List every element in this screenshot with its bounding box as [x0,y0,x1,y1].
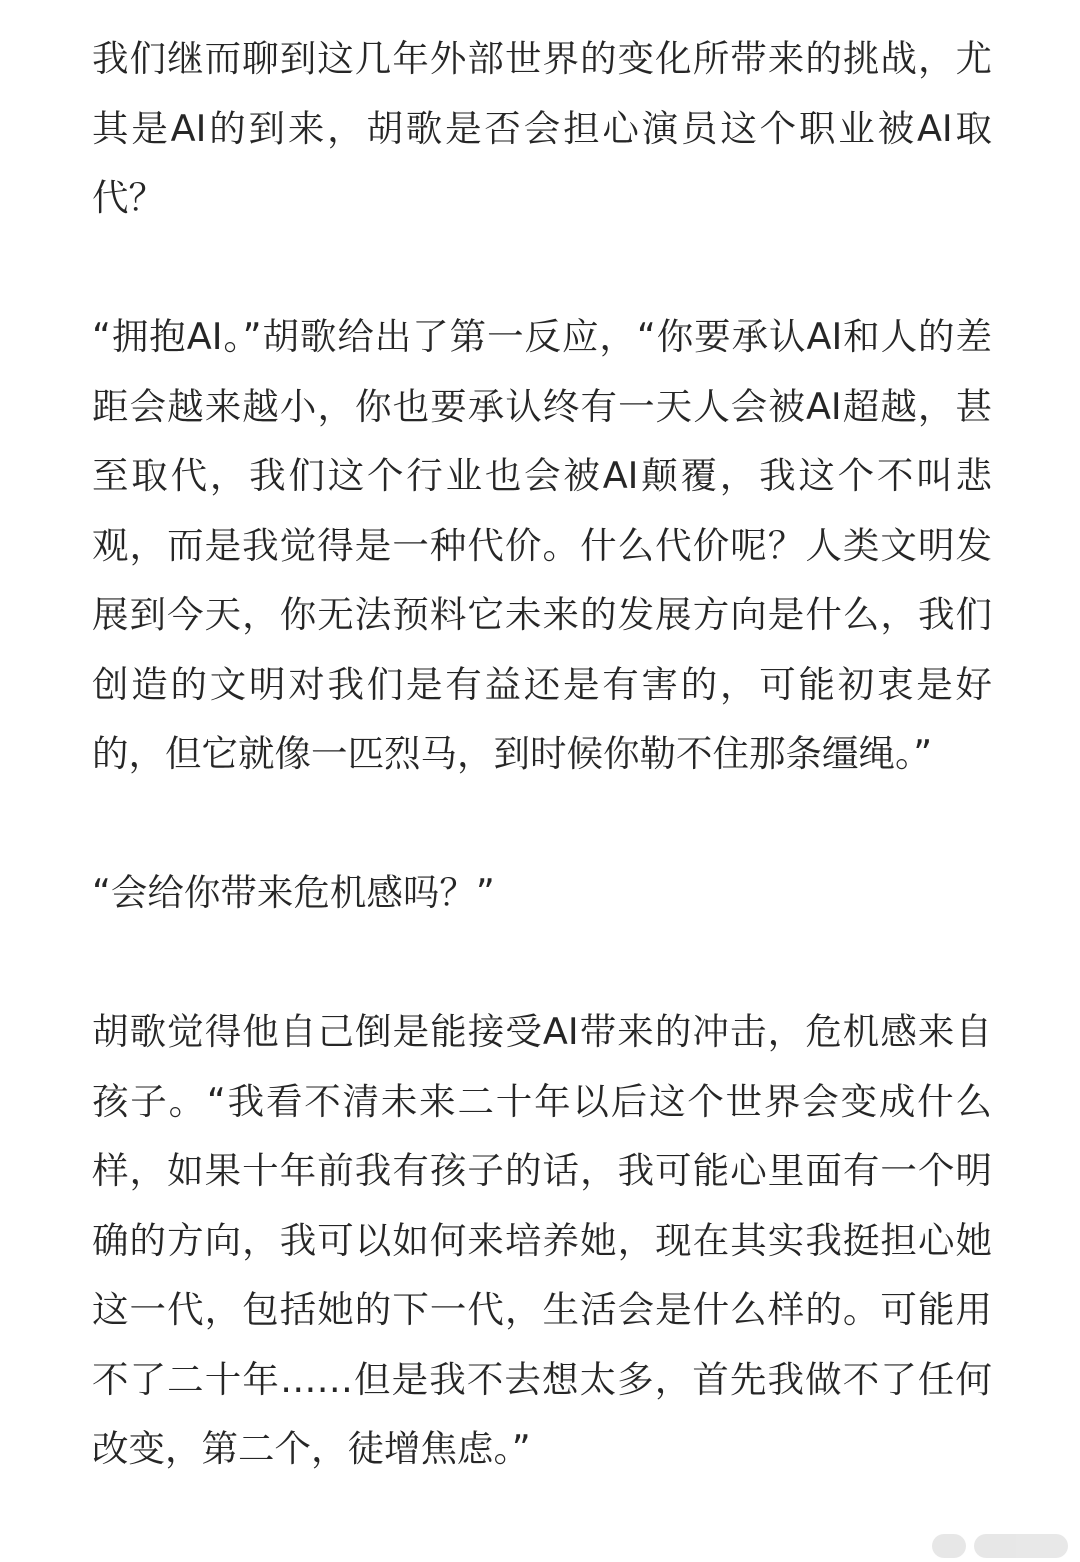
article-paragraph-4: 胡歌觉得他自己倒是能接受AI带来的冲击，危机感来自孩子。“我看不清未来二十年以后这个世界会变成什么样，如果十年前我有孩子的话，我可能心里面有一个明确的方向，我可以如何来培养她，现在其实我挺担心她这一代，包括她的下一代，生活会是什么样的。可能用不了二十年……但是我不去想太多，首先我做不了任何改变，第二个，徒增焦虑。” [92,1010,992,1470]
article-paragraph-2: “拥抱AI。”胡歌给出了第一反应，“你要承认AI和人的差距会越来越小，你也要承认终有一天人会被AI超越，甚至取代，我们这个行业也会被AI颠覆，我这个不叫悲观，而是我觉得是一种代价。什么代价呢？人类文明发展到今天，你无法预料它未来的发展方向是什么，我们创造的文明对我们是有益还是有害的，可能初衷是好的，但它就像一匹烈马，到时候你勒不住那条缰绳。” [92,315,992,775]
article-paragraph-3: “会给你带来危机感吗？” [92,871,495,914]
article-paragraph-1: 我们继而聊到这几年外部世界的变化所带来的挑战，尤其是AI的到来，胡歌是否会担心演员这个职业被AI取代？ [92,37,992,219]
article-body [92,24,992,1484]
platform-watermark-icon [932,1526,1072,1562]
